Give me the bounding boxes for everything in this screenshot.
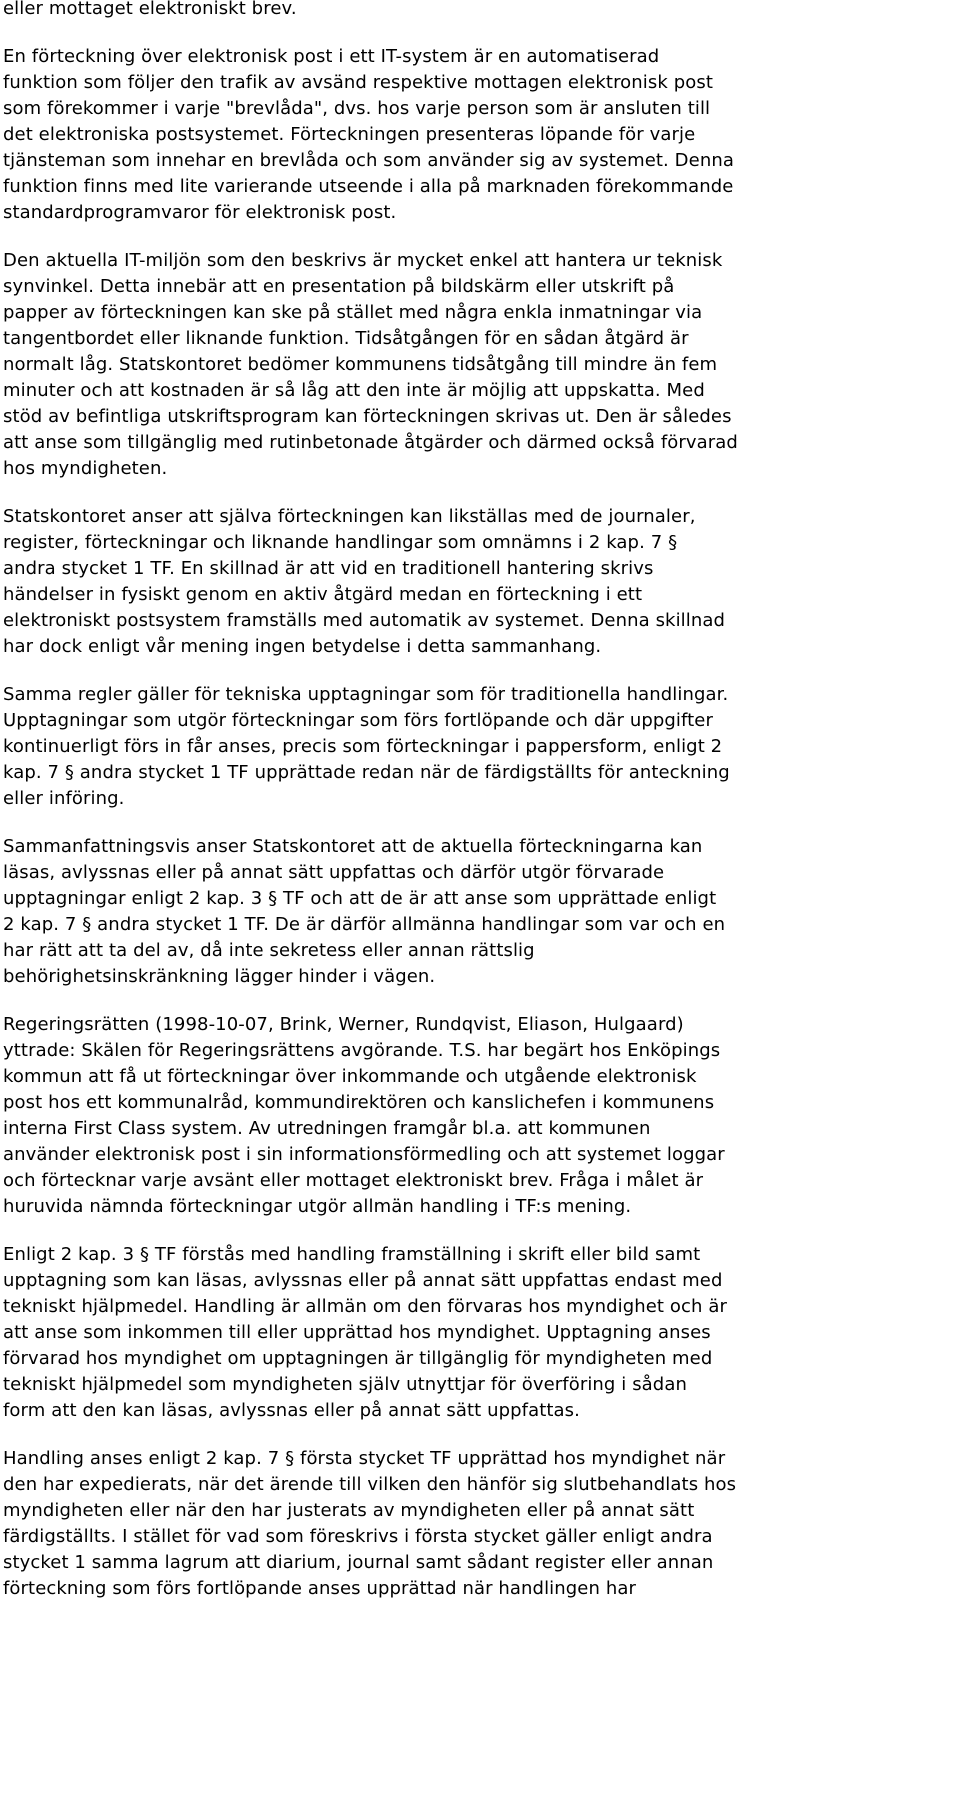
paragraph-technical-recordings: Samma regler gäller för tekniska upptagningar som för traditionella handlingar. Upptagningar som utgör förteckningar som förs fortlöpande och där uppgifter kontinuerligt förs in får anses, precis som förteckningar i pappersform, enligt 2 kap. 7 § andra stycket 1 TF upprättade redan när de färdigställts för anteckning eller införing. <box>3 684 730 809</box>
paragraph-it-environment: Den aktuella IT-miljön som den beskrivs är mycket enkel att hantera ur teknisk synvinkel. Detta innebär att en presentation på bildskärm eller utskrift på papper av förteckningen kan ske på stället med några enkla inmatningar via tangentbordet eller liknande funktion. Tidsåtgången för en sådan åtgärd är normalt låg. Statskontoret bedömer kommunens tidsåtgång till mindre än fem minuter och att kostnaden är så låg att den inte är möjlig att uppskatta. Med stöd av befintliga utskriftsprogram kan förteckningen skrivas ut. Den är således att anse som tillgänglig med rutinbetonade åtgärder och därmed också förvarad hos myndigheten. <box>3 250 738 479</box>
paragraph-upprattad-handling: Handling anses enligt 2 kap. 7 § första stycket TF upprättad hos myndighet när den har expedierats, när det ärende till vilken den hänför sig slutbehandlats hos myndigheten eller när den har justerats av myndigheten eller på annat sätt färdigställts. I stället för vad som föreskrivs i första stycket gäller enligt andra stycket 1 samma lagrum att diarium, journal samt sådant register eller annan förteckning som förs fortlöpande anses upprättad när handlingen har <box>3 1448 737 1599</box>
document-page <box>3 0 957 1624</box>
paragraph-electronic-mail-log: En förteckning över elektronisk post i ett IT-system är en automatiserad funktion som följer den trafik av avsänd respektive mottagen elektronisk post som förekommer i varje "brevlåda", dvs. hos varje person som är ansluten till det elektroniska postsystemet. Förteckningen presenteras löpande för varje tjänsteman som innehar en brevlåda och som använder sig av systemet. Denna funktion finns med lite varierande utseende i alla på marknaden förekommande standardprogramvaror för elektronisk post. <box>3 46 734 223</box>
paragraph-continuation: eller mottaget elektroniskt brev. <box>3 0 297 19</box>
paragraph-regeringsratten: Regeringsrätten (1998-10-07, Brink, Werner, Rundqvist, Eliason, Hulgaard) yttrade: Skälen för Regeringsrättens avgörande. T.S. har begärt hos Enköpings kommun att få ut förteckningar över inkommande och utgående elektronisk post hos ett kommunalråd, kommundirektören och kanslichefen i kommunens interna First Class system. Av utredningen framgår bl.a. att kommunen använder elektronisk post i sin informationsförmedling och att systemet loggar och förtecknar varje avsänt eller mottaget elektroniskt brev. Fråga i målet är huruvida nämnda förteckningar utgör allmän handling i TF:s mening. <box>3 1014 725 1217</box>
paragraph-summary: Sammanfattningsvis anser Statskontoret att de aktuella förteckningarna kan läsas, avlyssnas eller på annat sätt uppfattas och därför utgör förvarade upptagningar enligt 2 kap. 3 § TF och att de är att anse som upprättade enligt 2 kap. 7 § andra stycket 1 TF. De är därför allmänna handlingar som var och en har rätt att ta del av, då inte sekretess eller annan rättslig behörighetsinskränkning lägger hinder i vägen. <box>3 836 726 987</box>
paragraph-definition-handling: Enligt 2 kap. 3 § TF förstås med handling framställning i skrift eller bild samt upptagning som kan läsas, avlyssnas eller på annat sätt uppfattas endast med tekniskt hjälpmedel. Handling är allmän om den förvaras hos myndighet och är att anse som inkommen till eller upprättad hos myndighet. Upptagning anses förvarad hos myndighet om upptagningen är tillgänglig för myndigheten med tekniskt hjälpmedel som myndigheten själv utnyttjar för överföring i sådan form att den kan läsas, avlyssnas eller på annat sätt uppfattas. <box>3 1244 727 1421</box>
paragraph-statskontoret-journals: Statskontoret anser att själva förteckningen kan likställas med de journaler, register, förteckningar och liknande handlingar som omnämns i 2 kap. 7 § andra stycket 1 TF. En skillnad är att vid en traditionell hantering skrivs händelser in fysiskt genom en aktiv åtgärd medan en förteckning i ett elektroniskt postsystem framställs med automatik av systemet. Denna skillnad har dock enligt vår mening ingen betydelse i detta sammanhang. <box>3 506 726 657</box>
